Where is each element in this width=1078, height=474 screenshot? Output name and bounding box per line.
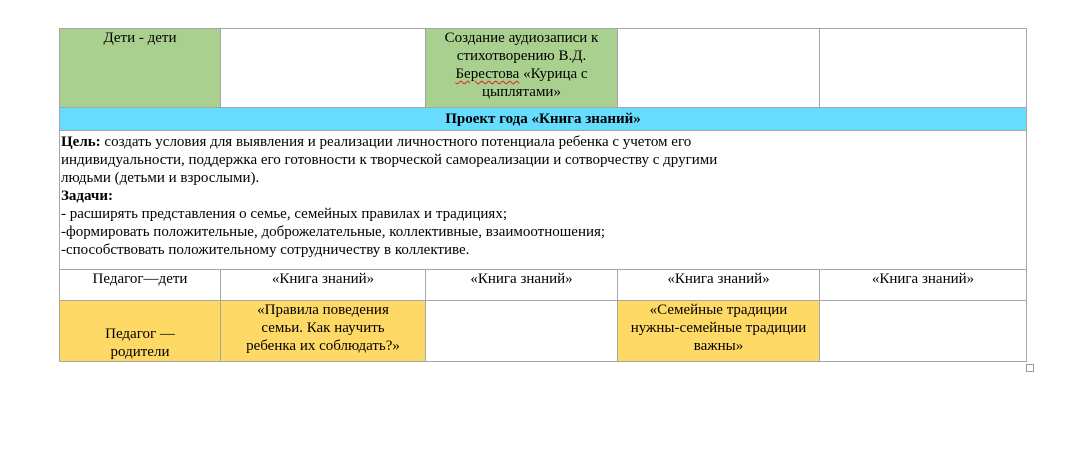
- traditions-line-3: важны»: [693, 338, 744, 354]
- goal-line-3: людьми (детьми и взрослыми).: [61, 170, 260, 186]
- cell-empty: [820, 301, 1027, 362]
- table-row-goal: [60, 131, 1027, 270]
- task-3: -способствовать положительному сотрудничеству в коллективе.: [61, 242, 470, 258]
- goal-line-1: [61, 133, 1025, 151]
- project-title: Проект года «Книга знаний»: [445, 111, 641, 127]
- cell-empty: [820, 29, 1027, 108]
- book-of-knowledge-4: «Книга знаний»: [871, 271, 975, 287]
- cell-empty: [221, 29, 426, 108]
- teacher-parents-line-2: родители: [110, 344, 170, 360]
- table-row-teacher-parents: [60, 301, 1027, 362]
- cell-audio-recording: [426, 29, 618, 108]
- cell-behavior-rules: [221, 301, 426, 362]
- book-of-knowledge-2: «Книга знаний»: [470, 271, 573, 287]
- task-2: -формировать положительные, доброжелательные, коллективные, взаимоотношения;: [61, 224, 606, 240]
- audio-line-3-misspelled: Берестова: [455, 66, 520, 82]
- traditions-line-1: «Семейные традиции: [649, 302, 788, 318]
- cell-family-traditions: [618, 301, 820, 362]
- book-of-knowledge-3: «Книга знаний»: [667, 271, 770, 287]
- audio-line-3b: «Курица с: [523, 66, 588, 82]
- goal-line-2: индивидуальности, поддержка его готовности к творческой самореализации и сотворчеству с другими: [61, 152, 718, 168]
- document-table: [59, 28, 1027, 362]
- rules-line-2: семьи. Как научить: [261, 320, 385, 336]
- children-label: Дети - дети: [103, 30, 177, 46]
- tasks-label: Задачи:: [61, 188, 114, 204]
- audio-line-1: Создание аудиозаписи к: [444, 30, 599, 46]
- cell-children-label: [60, 29, 221, 108]
- teacher-parents-line-1: Педагог —: [105, 326, 175, 342]
- cell-empty: [426, 301, 618, 362]
- cell-book-of-knowledge-1: [221, 270, 426, 301]
- goal-text-1: создать условия для выявления и реализации личностного потенциала ребенка с учетом его: [104, 134, 692, 150]
- cell-book-of-knowledge-2: [426, 270, 618, 301]
- cell-book-of-knowledge-3: [618, 270, 820, 301]
- cell-empty: [618, 29, 820, 108]
- traditions-line-2: нужны-семейные традиции: [630, 320, 807, 336]
- book-of-knowledge-1: «Книга знаний»: [271, 271, 375, 287]
- cell-teacher-children: [60, 270, 221, 301]
- cell-teacher-parents: [60, 301, 221, 362]
- audio-line-4: цыплятами»: [482, 84, 561, 100]
- rules-line-1: «Правила поведения: [257, 302, 389, 318]
- audio-line-2: стихотворению В.Д.: [456, 48, 587, 64]
- table-resize-handle[interactable]: [1026, 364, 1034, 372]
- table-row-children: [60, 29, 1027, 108]
- goal-label: Цель:: [61, 134, 101, 150]
- teacher-children-label: Педагог—дети: [92, 271, 188, 287]
- goal-cell: [60, 131, 1027, 270]
- rules-line-3: ребенка их соблюдать?»: [246, 338, 400, 354]
- table-row-project-title: [60, 108, 1027, 131]
- table-row-teacher-children: [60, 270, 1027, 301]
- cell-book-of-knowledge-4: [820, 270, 1027, 301]
- task-1: - расширять представления о семье, семейных правилах и традициях;: [61, 206, 508, 222]
- project-title-cell: [60, 108, 1027, 131]
